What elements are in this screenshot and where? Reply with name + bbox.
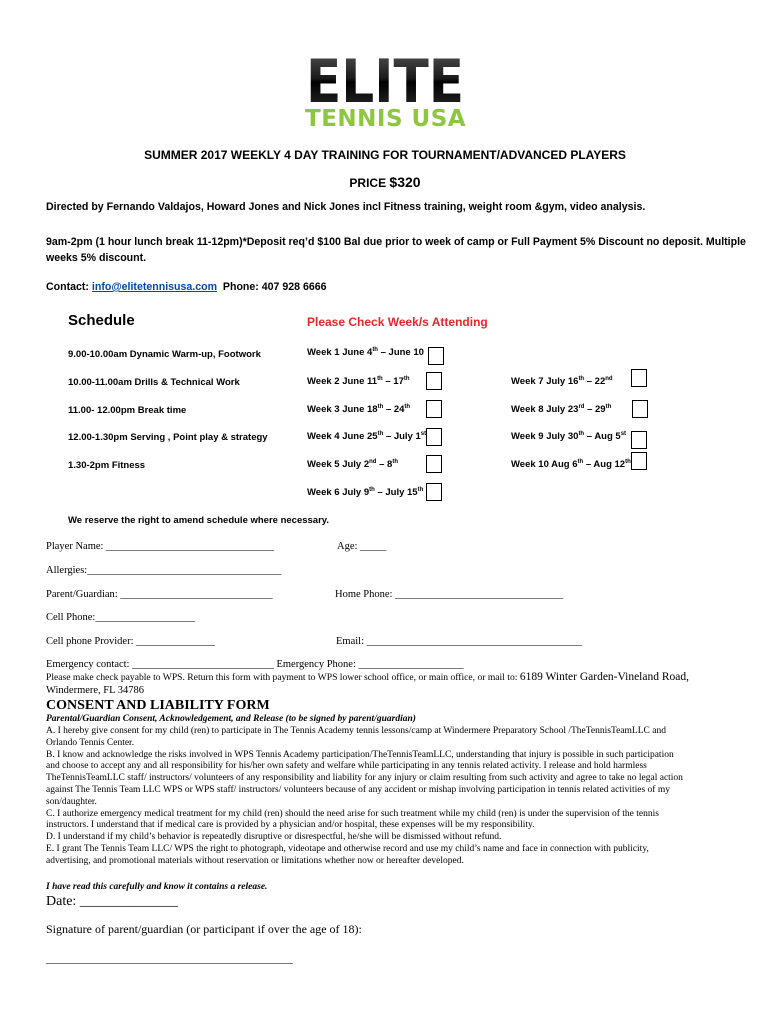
week-9-checkbox[interactable] <box>631 431 647 449</box>
price-label: PRICE <box>349 176 390 190</box>
consent-text: A. I hereby give consent for my child (ren) to participate in The Tennis Academy tennis lessons/camp at Windermere Preparatory School /TheTennisTeamLLC and Orlando Tennis Center. B. I know and acknowledge the risks involved in WPS Tennis Academy participation/TheTennisTeamLLC, understanding that injury is possible in such participation and choose to accept any and all responsibility for his/her own safety and welfare while participating in any tennis related activity. I release and hold harmless TheTennisTeamLLC staff/ instructors/ volunteers of any responsibility and liability for any injury or claim resulting from such activity and agree to take no legal action against The Tennis Team LLC WPS or WPS staff/ instructors/ volunteers because of any accident or mishap involving participation in tennis related activities of my son/daughter. C. I authorize emergency medical treatment for my child (ren) should the need arise for such treatment while my child (ren) is under the supervision of the tennis instructors. I understand that if medical care is provided by a physician and/or hospital, these expenses will be my responsibility. D. I understand if my child’s behavior is repeatedly disruptive or disrespectful, he/she will be dismissed without refund. E. I grant The Tennis Team LLC/ WPS the right to photograph, videotape and otherwise record and use my child’s name and face in connection with publicity, advertising, and promotional materials without reservation or limitations whether now or hereafter developed. <box>46 726 683 866</box>
date-field[interactable]: Date: ______________ <box>46 894 178 909</box>
week-5-checkbox[interactable] <box>426 455 442 473</box>
player-name-field[interactable]: Player Name: ________________________________ <box>46 541 275 552</box>
week-8-checkbox[interactable] <box>632 400 648 418</box>
cell-phone-field[interactable]: Cell Phone:___________________ <box>46 612 196 623</box>
page-title: SUMMER 2017 WEEKLY 4 DAY TRAINING FOR TOURNAMENT/ADVANCED PLAYERS <box>144 148 626 162</box>
consent-subtitle: Parental/Guardian Consent, Acknowledgement, and Release (to be signed by parent/guardian) <box>46 714 416 724</box>
week-6-label: Week 6 July 9th – July 15th <box>307 487 424 499</box>
parent-guardian-field[interactable]: Parent/Guardian: _____________________________ <box>46 589 273 600</box>
week-7-label: Week 7 July 16th – 22nd <box>511 376 613 388</box>
week-3-label: Week 3 June 18th – 24th <box>307 404 411 416</box>
schedule-title: Schedule <box>68 312 135 329</box>
consent-title: CONSENT AND LIABILITY FORM <box>46 698 270 713</box>
directed-by-text: Directed by Fernando Valdajos, Howard Jones and Nick Jones incl Fitness training, weight room &gym, video analysis. <box>46 201 646 213</box>
signature-label: Signature of parent/guardian (or participant if over the age of 18): <box>46 922 362 936</box>
week-10-checkbox[interactable] <box>631 452 647 470</box>
week-3-checkbox[interactable] <box>426 400 442 418</box>
signature-line[interactable]: _______________________________________________ <box>46 954 293 965</box>
schedule-item: 11.00- 12.00pm Break time <box>68 405 187 416</box>
week-9-label: Week 9 July 30th – Aug 5st <box>511 431 627 443</box>
week-1-checkbox[interactable] <box>428 347 444 365</box>
week-6-checkbox[interactable] <box>426 483 442 501</box>
contact-phone: Phone: 407 928 6666 <box>222 281 327 293</box>
week-5-label: Week 5 July 2nd – 8th <box>307 459 399 471</box>
check-weeks-title: Please Check Week/s Attending <box>307 315 488 329</box>
schedule-item: 12.00-1.30pm Serving , Point play & strategy <box>68 432 268 443</box>
price-value: $320 <box>389 174 421 190</box>
contact-label: Contact: <box>46 281 92 293</box>
payable-note-line1: Please make check payable to WPS. Return this form with payment to WPS lower school office, or main office, or mail to: 6189 Winter Garden-Vineland Road, <box>46 671 689 683</box>
email-field[interactable]: Email: _________________________________________ <box>336 636 582 647</box>
payable-note-line2: Windermere, FL 34786 <box>46 685 145 696</box>
logo-main-text: ELITE <box>306 52 464 108</box>
contact-line <box>46 281 327 293</box>
schedule-item: 1.30-2pm Fitness <box>68 460 146 471</box>
week-2-label: Week 2 June 11th – 17th <box>307 376 410 388</box>
schedule-item: 10.00-11.00am Drills & Technical Work <box>68 377 240 388</box>
contact-email-link[interactable]: info@elitetennisusa.com <box>91 281 218 293</box>
allergies-field[interactable]: Allergies:_____________________________________ <box>46 565 282 576</box>
price-line <box>0 174 770 190</box>
logo-subtitle: TENNIS USA <box>305 106 467 132</box>
hours-text-line1: 9am-2pm (1 hour lunch break 11-12pm)*Deposit req’d $100 Bal due prior to week of camp or Full Payment 5% Discount no deposit. Multiple <box>46 236 746 248</box>
schedule-item: 9.00-10.00am Dynamic Warm-up, Footwork <box>68 349 261 360</box>
week-10-label: Week 10 Aug 6th – Aug 12th <box>511 459 631 471</box>
home-phone-field[interactable]: Home Phone: ________________________________ <box>335 589 564 600</box>
week-4-label: Week 4 June 25th – July 1st <box>307 431 427 443</box>
cell-provider-field[interactable]: Cell phone Provider: _______________ <box>46 636 215 647</box>
reserve-note: We reserve the right to amend schedule where necessary. <box>68 515 330 526</box>
week-8-label: Week 8 July 23rd – 29th <box>511 404 612 416</box>
release-note: I have read this carefully and know it contains a release. <box>46 882 268 892</box>
week-7-checkbox[interactable] <box>631 369 647 387</box>
emergency-contact-field[interactable]: Emergency contact: ___________________________ Emergency Phone: ____________________ <box>46 659 464 670</box>
week-4-checkbox[interactable] <box>426 428 442 446</box>
week-2-checkbox[interactable] <box>426 372 442 390</box>
week-1-label: Week 1 June 4th – June 10 <box>307 347 424 359</box>
age-field[interactable]: Age: _____ <box>337 541 387 552</box>
elite-logo <box>305 52 465 108</box>
hours-text-line2: weeks 5% discount. <box>46 252 147 264</box>
